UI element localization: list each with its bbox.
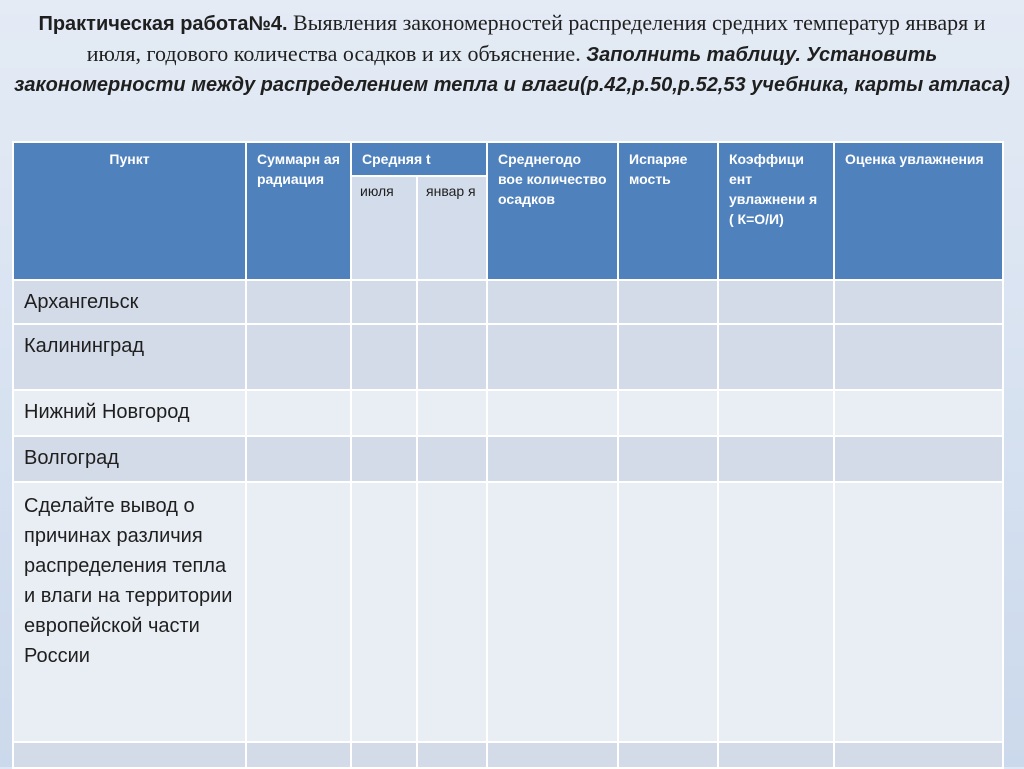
table-cell[interactable]	[718, 742, 834, 768]
title-bold: Практическая работа№4.	[38, 13, 288, 35]
table-cell[interactable]	[618, 436, 718, 482]
table-row	[13, 436, 1003, 482]
table-cell[interactable]	[351, 390, 487, 436]
table-cell[interactable]	[718, 436, 834, 482]
header-january: январ я	[416, 175, 486, 279]
table-cell[interactable]	[487, 324, 618, 390]
table-cell[interactable]	[834, 436, 1003, 482]
table-row	[13, 324, 1003, 390]
table-row	[13, 390, 1003, 436]
header-radiation: Суммарн ая радиация	[246, 142, 351, 280]
slide-title	[10, 8, 1014, 130]
table-row	[13, 482, 1003, 742]
table-cell[interactable]	[834, 482, 1003, 742]
header-coef: Коэффици ент увлажнени я ( К=О/И)	[718, 142, 834, 280]
title-italic: Заполнить таблицу. Установить закономерности между распределением тепла и влаги(р.42,р.50,р.52,53 учебника, карты атласа)	[14, 44, 1010, 96]
row-point	[13, 742, 246, 768]
table-cell[interactable]	[351, 436, 487, 482]
table-row	[13, 280, 1003, 324]
header-row	[13, 142, 1003, 280]
table-cell[interactable]	[487, 280, 618, 324]
table-cell[interactable]	[718, 482, 834, 742]
row-point: Калининград	[13, 324, 246, 390]
row-point: Архангельск	[13, 280, 246, 324]
header-point: Пункт	[13, 142, 246, 280]
table-cell[interactable]	[618, 280, 718, 324]
header-precip: Среднегодо вое количество осадков	[487, 142, 618, 280]
table-cell[interactable]	[351, 324, 487, 390]
table-cell[interactable]	[246, 390, 351, 436]
table-cell[interactable]	[351, 482, 487, 742]
table-cell[interactable]	[351, 280, 487, 324]
table-cell[interactable]	[718, 280, 834, 324]
table-cell[interactable]	[618, 482, 718, 742]
title-serif: Выявления закономерностей распределения средних температур января и июля, годового количества осадков и их объяснение.	[86, 10, 986, 66]
header-evap: Испаряе мость	[618, 142, 718, 280]
header-avg-t	[351, 142, 487, 280]
header-july: июля	[352, 175, 416, 279]
table-cell[interactable]	[718, 390, 834, 436]
table-cell[interactable]	[834, 390, 1003, 436]
table-cell[interactable]	[834, 324, 1003, 390]
table-cell[interactable]	[246, 482, 351, 742]
header-avg-t-label: Средняя t	[362, 151, 431, 167]
table-cell[interactable]	[246, 324, 351, 390]
table-cell[interactable]	[618, 324, 718, 390]
table-cell[interactable]	[487, 436, 618, 482]
row-conclusion: Сделайте вывод о причинах различия распределения тепла и влаги на территории европейской части России	[13, 482, 246, 742]
row-point: Волгоград	[13, 436, 246, 482]
table-cell[interactable]	[246, 436, 351, 482]
table-cell[interactable]	[487, 482, 618, 742]
table-cell[interactable]	[618, 742, 718, 768]
table-cell[interactable]	[487, 742, 618, 768]
table-cell[interactable]	[834, 742, 1003, 768]
row-point: Нижний Новгород	[13, 390, 246, 436]
header-rating: Оценка увлажнения	[834, 142, 1003, 280]
table-row	[13, 742, 1003, 768]
assignment-table	[12, 141, 1004, 769]
table-cell[interactable]	[834, 280, 1003, 324]
table-cell[interactable]	[618, 390, 718, 436]
table-cell[interactable]	[246, 280, 351, 324]
table-cell[interactable]	[487, 390, 618, 436]
table-cell[interactable]	[351, 742, 487, 768]
table-cell[interactable]	[718, 324, 834, 390]
table-cell[interactable]	[246, 742, 351, 768]
